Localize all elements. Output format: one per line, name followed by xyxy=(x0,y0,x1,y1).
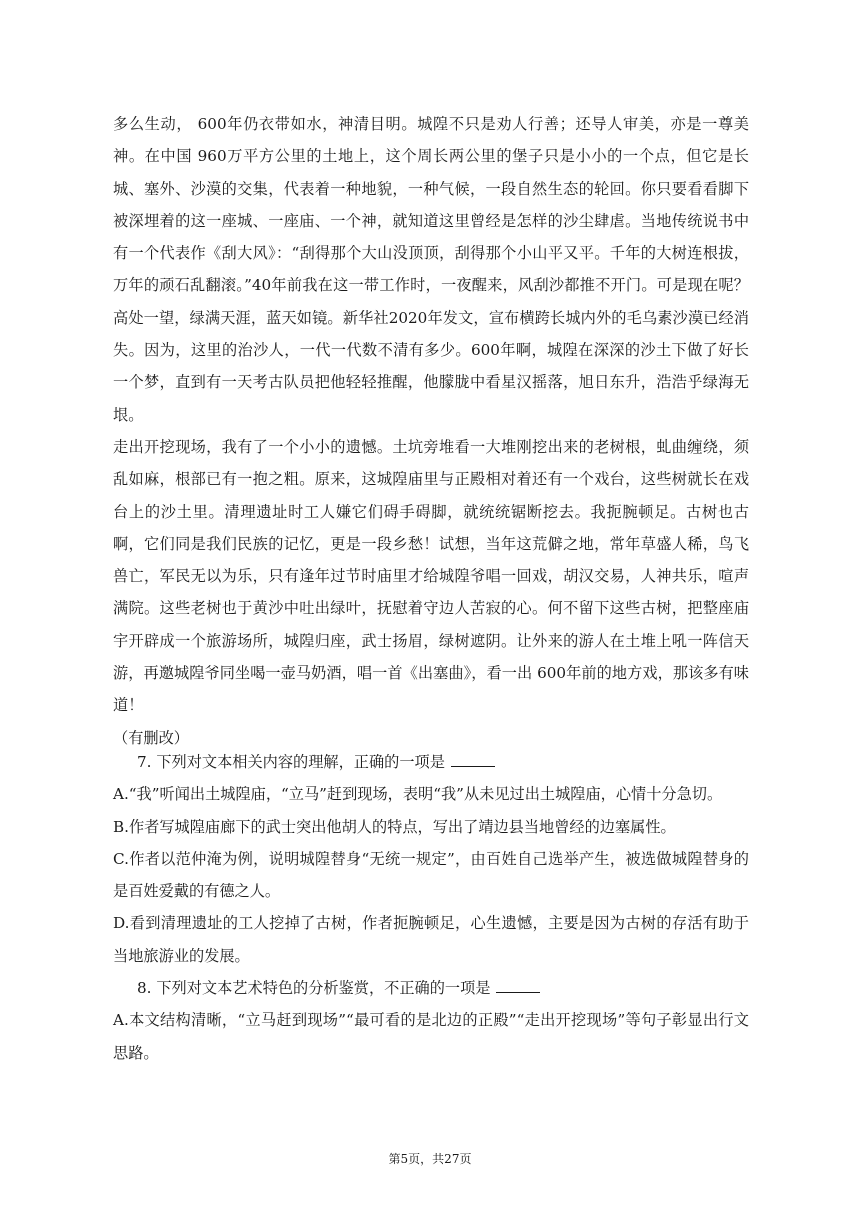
passage-paragraph: 走出开挖现场，我有了一个小小的遗憾。土坑旁堆看一大堆刚挖出来的老树根，虬曲缠绕，须乱如麻，根部已有一抱之粗。原来，这城隍庙里与正殿相对着还有一个戏台，这些树就长在戏台上的沙土里。清理遗址时工人嫌它们碍手碍脚，就统统锯断挖去。我扼腕顿足。古树也古啊，它们同是我们民族的记忆，更是一段乡愁！试想，当年这荒僻之地，常年草盛人稀，鸟飞兽亡，军民无以为乐，只有逢年过节时庙里才给城隍爷唱一回戏，胡汉交易，人神共乐，喧声满院。这些老树也于黄沙中吐出绿叶，抚慰着守边人苦寂的心。何不留下这些古树，把整座庙宇开辟成一个旅游场所，城隍归座，武士扬眉，绿树遮阴。让外来的游人在土堆上吼一阵信天游，再邀城隍爷同坐喝一壶马奶酒，唱一首《出塞曲》，看一出 600年前的地方戏，那该多有味道！ xyxy=(113,437,749,715)
source-note: （有删改） xyxy=(113,728,189,747)
passage-paragraph: 多么生动， 600年仍衣带如水，神清目明。城隍不只是劝人行善；还导人审美，亦是一尊美神。在中国 960万平方公里的土地上，这个周长两公里的堡子只是小小的一个点，但它是长城、塞外、沙漠的交集，代表着一种地貌，一种气候，一段自然生态的轮回。你只要看看脚下被深埋着的这一座城、一座庙、一个神，就知道这里曾经是怎样的沙尘肆虐。当地传统说书中有一个代表作《刮大风》：“刮得那个大山没顶顶，刮得那个小山平又平。千年的大树连根拔，万年的顽石乱翻滚。”40年前我在这一带工作时，一夜醒来，风刮沙都推不开门。可是现在呢？高处一望，绿满天涯，蓝天如镜。新华社2020年发文，宣布横跨长城内外的毛乌素沙漠已经消失。因为，这里的治沙人，一代一代数不清有多少。600年啊，城隍在深深的沙土下做了好长一个梦，直到有一天考古队员把他轻轻推醒，他朦胧中看星汉摇落，旭日东升，浩浩乎绿海无垠。 xyxy=(113,115,749,424)
question-option: C.作者以范仲淹为例，说明城隍替身“无统一规定”，由百姓自己选举产生，被选做城隍替身的是百姓爱戴的有德之人。 xyxy=(113,849,749,901)
page-footer: 第5页，共27页 xyxy=(388,1152,472,1166)
question-stem-8 xyxy=(113,972,749,1004)
question-option: A.“我”听闻出土城隍庙，“立马”赶到现场，表明“我”从未见过出土城隍庙，心情十分急切。 xyxy=(113,785,723,804)
question-stem-7 xyxy=(113,746,749,778)
question-option: A.本文结构清晰，“立马赶到现场”“最可看的是北边的正殿”“走出开挖现场”等句子彰显出行文思路。 xyxy=(113,1011,749,1062)
answer-blank xyxy=(451,752,495,767)
question-option: B.作者写城隍庙廊下的武士突出他胡人的特点，写出了靖边县当地曾经的边塞属性。 xyxy=(113,817,676,836)
answer-blank xyxy=(496,978,540,993)
question-section xyxy=(113,746,749,1069)
question-stem-text: 7. 下列对文本相关内容的理解，正确的一项是 xyxy=(137,753,445,771)
reading-passage xyxy=(113,108,749,754)
question-stem-text: 8. 下列对文本艺术特色的分析鉴赏，不正确的一项是 xyxy=(137,979,491,998)
question-option: D.看到清理遗址的工人挖掉了古树，作者扼腕顿足，心生遗憾，主要是因为古树的存活有助于当地旅游业的发展。 xyxy=(113,914,749,965)
